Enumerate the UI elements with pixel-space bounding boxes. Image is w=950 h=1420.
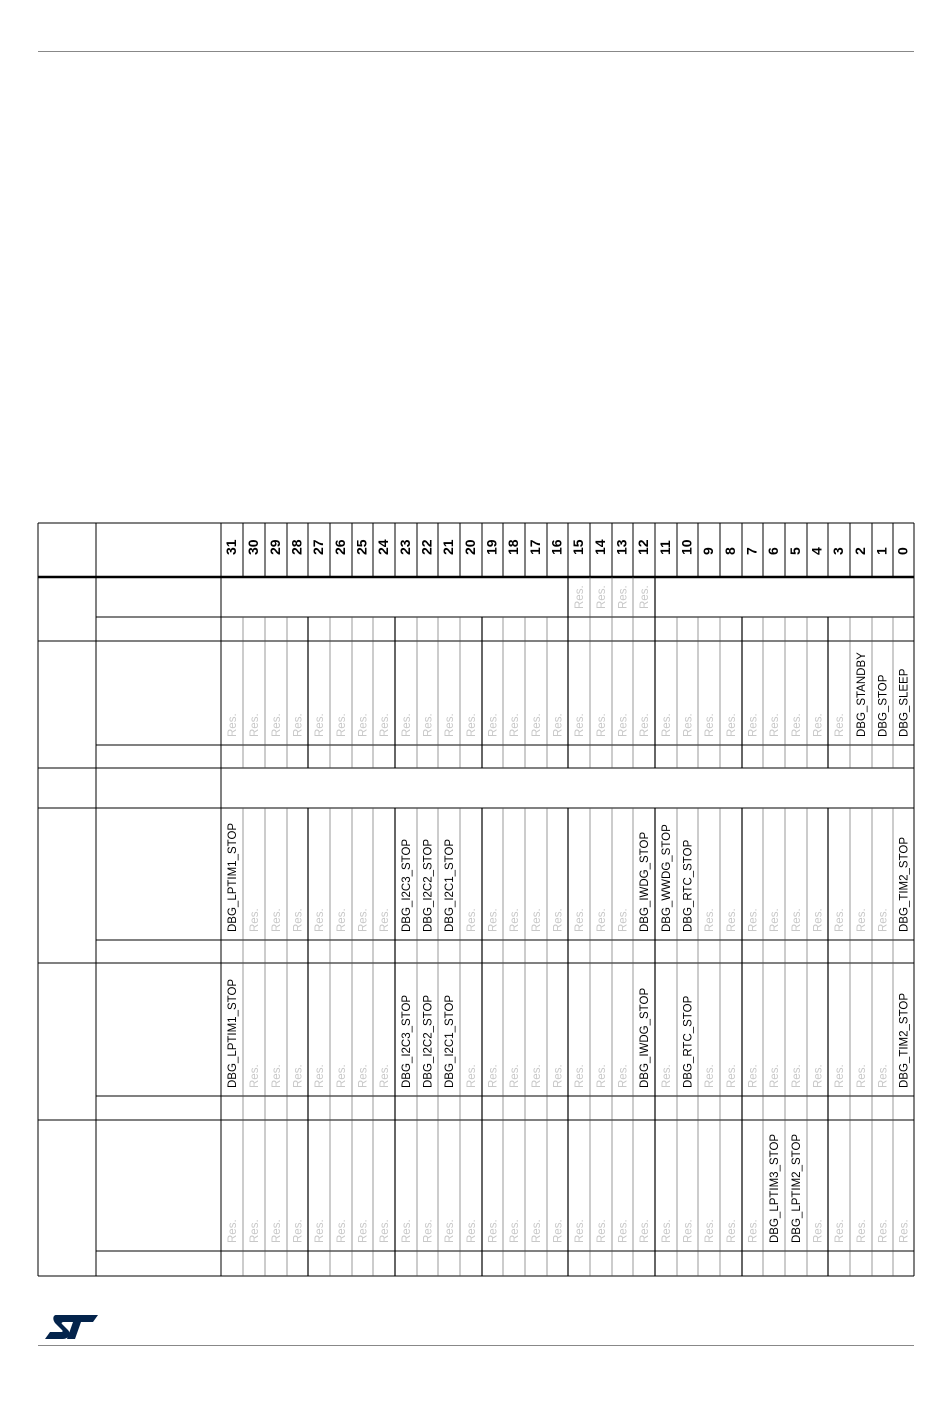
bit-number-17: 17 bbox=[527, 539, 543, 555]
reserved-bit-9: Res. bbox=[704, 1219, 716, 1243]
bit-number-19: 19 bbox=[483, 539, 500, 555]
field-dbg-i2c2-stop: DBG_I2C2_STOP bbox=[422, 838, 435, 932]
field-dbg-i2c2-stop: DBG_I2C2_STOP bbox=[422, 994, 435, 1088]
reserved-bit-13: Res. bbox=[617, 585, 630, 609]
reserved-bit-24: Res. bbox=[379, 908, 391, 932]
reserved-bit-20: Res. bbox=[466, 908, 478, 932]
reserved-bit-27: Res. bbox=[314, 1064, 326, 1088]
st-logo bbox=[42, 1311, 102, 1343]
bit-number-11: 11 bbox=[657, 540, 673, 555]
reserved-bit-18: Res. bbox=[509, 1064, 521, 1088]
reserved-bit-24: Res. bbox=[379, 1219, 391, 1243]
bit-number-27: 27 bbox=[310, 539, 326, 555]
reserved-bit-8: Res. bbox=[726, 1064, 738, 1088]
reserved-bit-26: Res. bbox=[336, 1219, 348, 1243]
reserved-bit-15: Res. bbox=[574, 713, 586, 737]
field-dbg-standby: DBG_STANDBY bbox=[856, 652, 868, 737]
field-dbg-stop: DBG_STOP bbox=[877, 674, 890, 737]
reserved-bit-31: Res. bbox=[227, 1219, 239, 1243]
field-dbg-sleep: DBG_SLEEP bbox=[898, 668, 911, 737]
bit-number-22: 22 bbox=[418, 539, 435, 555]
field-dbg-lptim3-stop: DBG_LPTIM3_STOP bbox=[769, 1133, 781, 1243]
reserved-bit-2: Res. bbox=[856, 1064, 868, 1088]
reserved-bit-13: Res. bbox=[617, 1219, 630, 1243]
reserved-bit-8: Res. bbox=[726, 908, 738, 932]
reserved-bit-19: Res. bbox=[487, 1064, 500, 1088]
bit-number-13: 13 bbox=[613, 539, 630, 555]
reserved-bit-11: Res. bbox=[661, 1064, 673, 1088]
reserved-bit-23: Res. bbox=[401, 713, 413, 737]
bit-number-9: 9 bbox=[700, 547, 716, 555]
field-dbg-lptim2-stop: DBG_LPTIM2_STOP bbox=[791, 1133, 803, 1243]
bit-number-10: 10 bbox=[678, 539, 695, 555]
reserved-bit-25: Res. bbox=[357, 1064, 370, 1088]
bit-number-14: 14 bbox=[592, 539, 608, 555]
reserved-bit-3: Res. bbox=[834, 1219, 846, 1243]
reserved-bit-5: Res. bbox=[791, 713, 803, 737]
field-dbg-i2c3-stop: DBG_I2C3_STOP bbox=[401, 994, 413, 1088]
reserved-bit-15: Res. bbox=[574, 1064, 586, 1088]
reserved-bit-14: Res. bbox=[596, 908, 608, 932]
reserved-bit-20: Res. bbox=[466, 1064, 478, 1088]
reserved-bit-29: Res. bbox=[271, 713, 283, 737]
reserved-bit-24: Res. bbox=[379, 1064, 391, 1088]
reserved-bit-10: Res. bbox=[682, 1219, 695, 1243]
bit-number-12: 12 bbox=[635, 539, 651, 555]
reserved-bit-29: Res. bbox=[271, 1064, 283, 1088]
reserved-bit-14: Res. bbox=[596, 585, 608, 609]
reserved-bit-30: Res. bbox=[249, 713, 261, 737]
reserved-bit-28: Res. bbox=[292, 1064, 305, 1088]
reserved-bit-15: Res. bbox=[574, 1219, 586, 1243]
reserved-bit-25: Res. bbox=[357, 1219, 370, 1243]
reserved-bit-11: Res. bbox=[661, 1219, 673, 1243]
reserved-bit-12: Res. bbox=[639, 1219, 651, 1243]
reserved-bit-15: Res. bbox=[574, 908, 586, 932]
reserved-bit-7: Res. bbox=[747, 1064, 760, 1088]
reserved-bit-18: Res. bbox=[509, 908, 521, 932]
reserved-bit-16: Res. bbox=[552, 908, 565, 932]
bit-number-6: 6 bbox=[765, 547, 781, 555]
reserved-bit-14: Res. bbox=[596, 1064, 608, 1088]
reserved-bit-1: Res. bbox=[877, 1219, 890, 1243]
reserved-bit-19: Res. bbox=[487, 908, 500, 932]
reserved-bit-28: Res. bbox=[292, 1219, 305, 1243]
field-dbg-tim2-stop: DBG_TIM2_STOP bbox=[898, 992, 911, 1088]
bit-number-26: 26 bbox=[332, 539, 348, 555]
reserved-bit-6: Res. bbox=[769, 908, 781, 932]
reserved-bit-17: Res. bbox=[531, 908, 543, 932]
reserved-bit-1: Res. bbox=[877, 908, 890, 932]
field-dbg-lptim1-stop: DBG_LPTIM1_STOP bbox=[227, 978, 239, 1088]
reserved-bit-11: Res. bbox=[661, 713, 673, 737]
bit-number-25: 25 bbox=[353, 539, 370, 555]
reserved-bit-16: Res. bbox=[552, 1219, 565, 1243]
reserved-bit-6: Res. bbox=[769, 713, 781, 737]
reserved-bit-26: Res. bbox=[336, 713, 348, 737]
bit-number-2: 2 bbox=[852, 547, 868, 555]
bit-number-31: 31 bbox=[223, 539, 239, 555]
reserved-bit-7: Res. bbox=[747, 713, 760, 737]
reserved-bit-25: Res. bbox=[357, 713, 370, 737]
reserved-bit-18: Res. bbox=[509, 1219, 521, 1243]
reserved-bit-3: Res. bbox=[834, 1064, 846, 1088]
reserved-bit-16: Res. bbox=[552, 713, 565, 737]
field-dbg-iwdg-stop: DBG_IWDG_STOP bbox=[639, 831, 651, 932]
reserved-bit-6: Res. bbox=[769, 1064, 781, 1088]
reserved-bit-13: Res. bbox=[617, 713, 630, 737]
reserved-bit-30: Res. bbox=[249, 1064, 261, 1088]
field-dbg-i2c1-stop: DBG_I2C1_STOP bbox=[444, 994, 456, 1088]
reserved-bit-30: Res. bbox=[249, 1219, 261, 1243]
reserved-bit-17: Res. bbox=[531, 1219, 543, 1243]
bit-number-15: 15 bbox=[570, 539, 586, 555]
reserved-bit-10: Res. bbox=[682, 713, 695, 737]
bit-number-16: 16 bbox=[548, 539, 565, 555]
reserved-bit-12: Res. bbox=[639, 713, 651, 737]
reserved-bit-16: Res. bbox=[552, 1064, 565, 1088]
reserved-bit-7: Res. bbox=[747, 908, 760, 932]
reserved-bit-26: Res. bbox=[336, 1064, 348, 1088]
reserved-bit-19: Res. bbox=[487, 1219, 500, 1243]
reserved-bit-9: Res. bbox=[704, 713, 716, 737]
reserved-bit-24: Res. bbox=[379, 713, 391, 737]
bit-number-23: 23 bbox=[397, 539, 413, 555]
reserved-bit-4: Res. bbox=[812, 1219, 825, 1243]
reserved-bit-15: Res. bbox=[574, 585, 586, 609]
reserved-bit-8: Res. bbox=[726, 713, 738, 737]
reserved-bit-29: Res. bbox=[271, 908, 283, 932]
reserved-bit-27: Res. bbox=[314, 713, 326, 737]
reserved-bit-9: Res. bbox=[704, 908, 716, 932]
reserved-bit-26: Res. bbox=[336, 908, 348, 932]
reserved-bit-25: Res. bbox=[357, 908, 370, 932]
reserved-bit-21: Res. bbox=[444, 1219, 456, 1243]
bit-number-8: 8 bbox=[722, 547, 738, 555]
reserved-bit-14: Res. bbox=[596, 1219, 608, 1243]
bit-number-29: 29 bbox=[267, 539, 283, 555]
reserved-bit-3: Res. bbox=[834, 908, 846, 932]
reserved-bit-4: Res. bbox=[812, 713, 825, 737]
field-dbg-rtc-stop: DBG_RTC_STOP bbox=[682, 995, 695, 1088]
bit-number-7: 7 bbox=[743, 547, 760, 555]
bit-number-28: 28 bbox=[288, 539, 305, 555]
reserved-bit-1: Res. bbox=[877, 1064, 890, 1088]
reserved-bit-20: Res. bbox=[466, 713, 478, 737]
bit-number-20: 20 bbox=[462, 539, 478, 555]
bit-number-5: 5 bbox=[787, 547, 803, 555]
reserved-bit-28: Res. bbox=[292, 908, 305, 932]
field-dbg-tim2-stop: DBG_TIM2_STOP bbox=[898, 836, 911, 932]
bit-number-0: 0 bbox=[894, 547, 911, 555]
reserved-bit-2: Res. bbox=[856, 1219, 868, 1243]
field-dbg-i2c3-stop: DBG_I2C3_STOP bbox=[401, 838, 413, 932]
field-dbg-wwdg-stop: DBG_WWDG_STOP bbox=[661, 824, 673, 932]
reserved-bit-27: Res. bbox=[314, 1219, 326, 1243]
reserved-bit-21: Res. bbox=[444, 713, 456, 737]
field-dbg-rtc-stop: DBG_RTC_STOP bbox=[682, 839, 695, 932]
reserved-bit-4: Res. bbox=[812, 1064, 825, 1088]
reserved-bit-5: Res. bbox=[791, 1064, 803, 1088]
bit-number-4: 4 bbox=[808, 547, 825, 555]
reserved-bit-20: Res. bbox=[466, 1219, 478, 1243]
reserved-bit-30: Res. bbox=[249, 908, 261, 932]
reserved-bit-13: Res. bbox=[617, 908, 630, 932]
field-dbg-i2c1-stop: DBG_I2C1_STOP bbox=[444, 838, 456, 932]
reserved-bit-19: Res. bbox=[487, 713, 500, 737]
reserved-bit-22: Res. bbox=[422, 713, 435, 737]
reserved-bit-12: Res. bbox=[639, 585, 651, 609]
reserved-bit-22: Res. bbox=[422, 1219, 435, 1243]
reserved-bit-9: Res. bbox=[704, 1064, 716, 1088]
bit-number-30: 30 bbox=[245, 539, 261, 555]
bit-number-3: 3 bbox=[830, 547, 846, 555]
reserved-bit-29: Res. bbox=[271, 1219, 283, 1243]
reserved-bit-7: Res. bbox=[747, 1219, 760, 1243]
reserved-bit-14: Res. bbox=[596, 713, 608, 737]
reserved-bit-17: Res. bbox=[531, 713, 543, 737]
reserved-bit-17: Res. bbox=[531, 1064, 543, 1088]
reserved-bit-0: Res. bbox=[898, 1219, 911, 1243]
bit-number-21: 21 bbox=[440, 539, 456, 555]
reserved-bit-13: Res. bbox=[617, 1064, 630, 1088]
reserved-bit-5: Res. bbox=[791, 908, 803, 932]
bit-number-24: 24 bbox=[375, 539, 391, 555]
reserved-bit-23: Res. bbox=[401, 1219, 413, 1243]
reserved-bit-3: Res. bbox=[834, 713, 846, 737]
bit-number-18: 18 bbox=[505, 539, 521, 555]
reserved-bit-2: Res. bbox=[856, 908, 868, 932]
reserved-bit-28: Res. bbox=[292, 713, 305, 737]
reserved-bit-18: Res. bbox=[509, 713, 521, 737]
reserved-bit-8: Res. bbox=[726, 1219, 738, 1243]
field-dbg-lptim1-stop: DBG_LPTIM1_STOP bbox=[227, 822, 239, 932]
reserved-bit-27: Res. bbox=[314, 908, 326, 932]
reserved-bit-31: Res. bbox=[227, 713, 239, 737]
field-dbg-iwdg-stop: DBG_IWDG_STOP bbox=[639, 987, 651, 1088]
reserved-bit-4: Res. bbox=[812, 908, 825, 932]
bit-number-1: 1 bbox=[873, 547, 890, 555]
